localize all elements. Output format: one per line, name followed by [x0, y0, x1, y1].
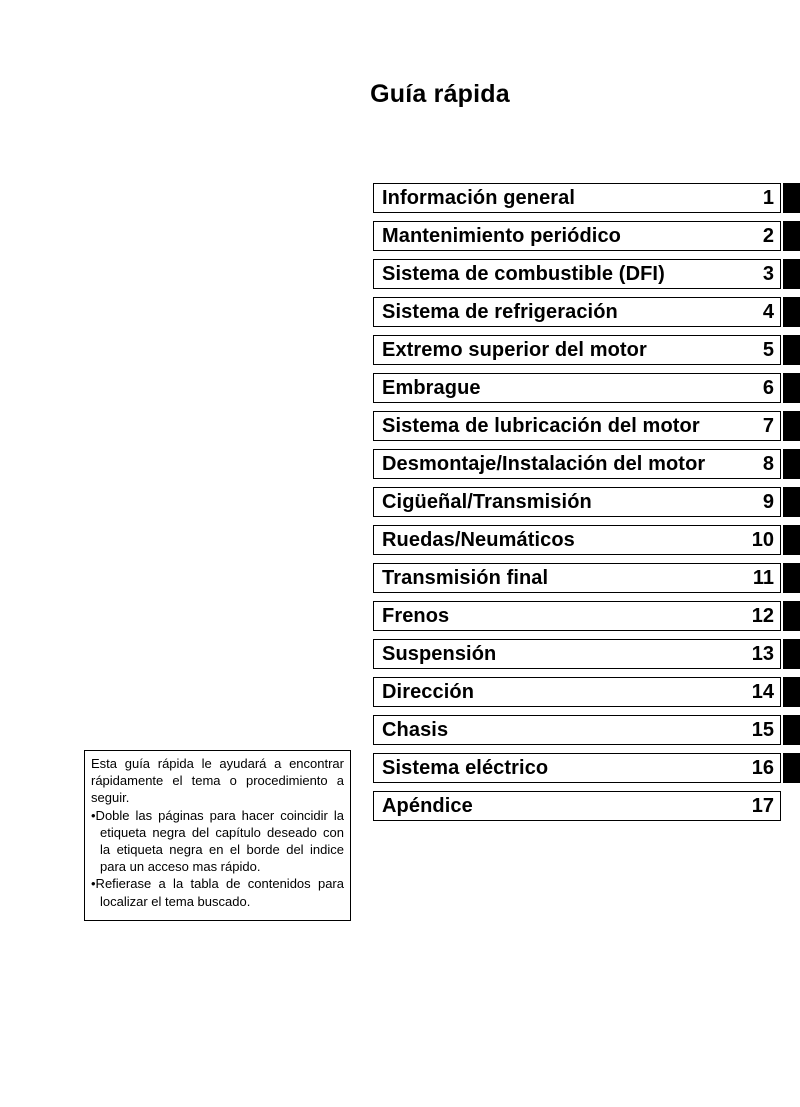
chapter-title: Dirección [382, 681, 475, 703]
chapter-number: 16 [751, 757, 774, 779]
chapter-row [373, 563, 800, 601]
chapter-title: Suspensión [382, 643, 497, 665]
chapter-edge-tab [783, 677, 800, 707]
chapter-edge-tab [783, 639, 800, 669]
chapter-title: Desmontaje/Instalación del motor [382, 453, 706, 475]
chapter-title: Transmisión final [382, 567, 549, 589]
help-note [84, 750, 351, 921]
chapter-edge-tab [783, 601, 800, 631]
chapter-number: 10 [751, 529, 774, 551]
chapter-edge-tab [783, 449, 800, 479]
chapter-title: Sistema eléctrico [382, 757, 549, 779]
chapter-row [373, 259, 800, 297]
chapter-number: 7 [762, 415, 774, 437]
chapter-number: 6 [762, 377, 774, 399]
chapter-number: 4 [762, 301, 774, 323]
chapter-row [373, 183, 800, 221]
chapter-row [373, 601, 800, 639]
chapter-link[interactable] [373, 715, 781, 745]
chapter-link[interactable] [373, 601, 781, 631]
chapter-index [373, 183, 800, 829]
chapter-number: 12 [751, 605, 774, 627]
chapter-number: 13 [751, 643, 774, 665]
chapter-row [373, 449, 800, 487]
chapter-edge-tab [783, 373, 800, 403]
chapter-row [373, 639, 800, 677]
chapter-link[interactable] [373, 563, 781, 593]
chapter-link[interactable] [373, 183, 781, 213]
chapter-row [373, 715, 800, 753]
chapter-edge-tab [783, 259, 800, 289]
chapter-title: Mantenimiento periódico [382, 225, 621, 247]
chapter-link[interactable] [373, 525, 781, 555]
chapter-number: 17 [751, 795, 774, 817]
chapter-edge-tab [783, 563, 800, 593]
chapter-link[interactable] [373, 297, 781, 327]
chapter-row [373, 411, 800, 449]
chapter-row [373, 753, 800, 791]
chapter-title: Frenos [382, 605, 450, 627]
chapter-number: 15 [751, 719, 774, 741]
chapter-number: 11 [752, 567, 774, 589]
chapter-link[interactable] [373, 639, 781, 669]
chapter-link[interactable] [373, 335, 781, 365]
chapter-row [373, 335, 800, 373]
chapter-edge-tab [783, 487, 800, 517]
chapter-number: 3 [762, 263, 774, 285]
chapter-number: 9 [762, 491, 774, 513]
chapter-edge-tab [783, 183, 800, 213]
chapter-title: Sistema de refrigeración [382, 301, 618, 323]
chapter-row [373, 791, 800, 829]
chapter-link[interactable] [373, 791, 781, 821]
chapter-row [373, 373, 800, 411]
chapter-edge-tab [783, 411, 800, 441]
chapter-edge-tab [783, 753, 800, 783]
chapter-edge-tab [783, 335, 800, 365]
chapter-link[interactable] [373, 487, 781, 517]
chapter-title: Chasis [382, 719, 449, 741]
help-intro: Esta guía rápida le ayudará a encontrar rápidamente el tema o procedimiento a seguir. [91, 756, 344, 806]
chapter-link[interactable] [373, 259, 781, 289]
chapter-link[interactable] [373, 449, 781, 479]
chapter-title: Información general [382, 187, 576, 209]
chapter-edge-tab [783, 525, 800, 555]
chapter-title: Sistema de lubricación del motor [382, 415, 700, 437]
chapter-title: Embrague [382, 377, 481, 399]
chapter-title: Cigüeñal/Transmisión [382, 491, 592, 513]
chapter-link[interactable] [373, 677, 781, 707]
chapter-edge-tab [783, 297, 800, 327]
chapter-row [373, 487, 800, 525]
help-bullet-fold-pages: •Doble las páginas para hacer coincidir la etiqueta negra del capítulo deseado con la etiqueta negra en el borde del indice para un acceso mas rápido. [91, 807, 344, 875]
page-title: Guía rápida [370, 80, 510, 108]
chapter-link[interactable] [373, 221, 781, 251]
chapter-link[interactable] [373, 753, 781, 783]
chapter-link[interactable] [373, 373, 781, 403]
chapter-link[interactable] [373, 411, 781, 441]
chapter-edge-tab [783, 715, 800, 745]
chapter-number: 2 [762, 225, 774, 247]
chapter-number: 5 [762, 339, 774, 361]
chapter-row [373, 297, 800, 335]
chapter-number: 1 [762, 187, 774, 209]
chapter-row [373, 677, 800, 715]
help-bullet-contents-table: •Refierase a la tabla de contenidos para localizar el tema buscado. [91, 876, 344, 909]
chapter-title: Ruedas/Neumáticos [382, 529, 575, 551]
chapter-title: Extremo superior del motor [382, 339, 647, 361]
chapter-row [373, 525, 800, 563]
chapter-number: 8 [762, 453, 774, 475]
chapter-title: Apéndice [382, 795, 473, 817]
chapter-row [373, 221, 800, 259]
chapter-number: 14 [751, 681, 774, 703]
chapter-edge-tab [783, 221, 800, 251]
chapter-title: Sistema de combustible (DFI) [382, 263, 665, 285]
